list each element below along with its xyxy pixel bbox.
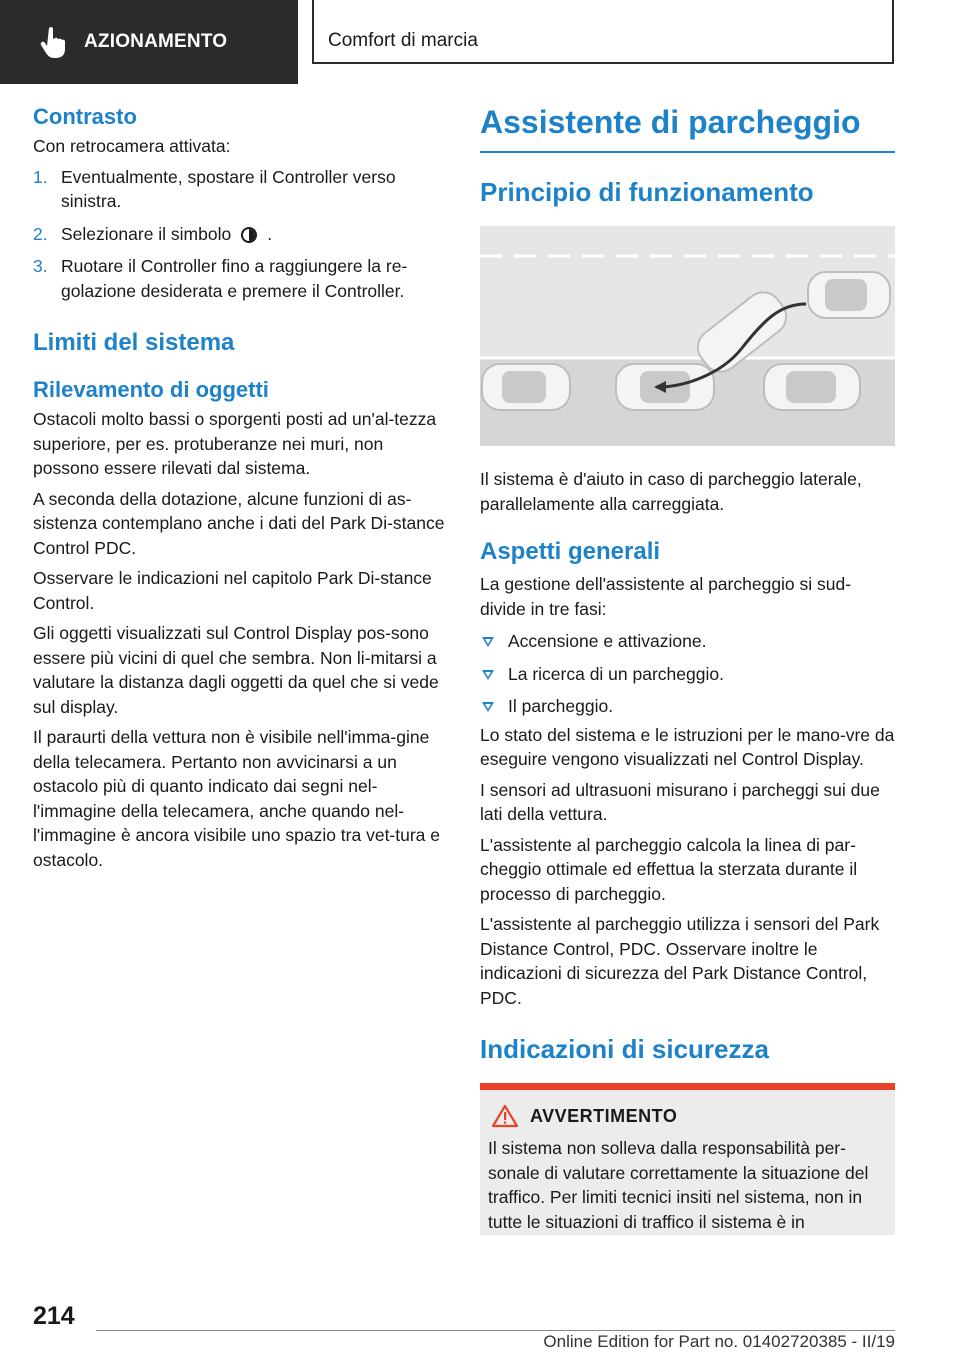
paragraph: A seconda della dotazione, alcune funzioni di as-sistenza contemplano anche i dati del Park Di-stance Control PDC. bbox=[33, 488, 445, 558]
list-bullet-triangle-icon bbox=[482, 670, 494, 680]
right-column bbox=[480, 104, 895, 1235]
contrast-symbol-icon bbox=[241, 227, 257, 243]
step-text: Ruotare il Controller fino a raggiungere la re-golazione desiderata e premere il Controller. bbox=[61, 256, 408, 301]
paragraph: Il paraurti della vettura non è visibile nell'imma-gine della telecamera. Pertanto non avvicinarsi a un ostacolo più di quanto indicato dai segni nel-l'immagine della telecamera, anche quando nel-l'immagine è ancora visibile uno spazio tra vet-tura e ostacolo. bbox=[33, 727, 441, 870]
contrast-intro: Con retrocamera attivata: bbox=[33, 136, 231, 156]
phase-list bbox=[480, 629, 895, 719]
section-tab-label: AZIONAMENTO bbox=[84, 31, 228, 52]
paragraph: Osservare le indicazioni nel capitolo Park Di-stance Control. bbox=[33, 568, 432, 613]
warning-box bbox=[480, 1083, 895, 1235]
detection-heading: Rilevamento di oggetti bbox=[33, 377, 269, 402]
phase-text: Accensione e attivazione. bbox=[508, 631, 707, 651]
general-intro: La gestione dell'assistente al parcheggio si sud-divide in tre fasi: bbox=[480, 574, 852, 619]
warning-text: Il sistema non solleva dalla responsabilità per-sonale di valutare correttamente la situazione del traffico. Per limiti tecnici insiti nel sistema, non in tutte le situazioni di traffico il sistema è in bbox=[488, 1138, 869, 1232]
list-item bbox=[480, 662, 895, 687]
warning-triangle-icon bbox=[492, 1104, 518, 1128]
contrast-steps bbox=[33, 165, 445, 304]
breadcrumb bbox=[312, 0, 894, 64]
step-number: 1. bbox=[33, 166, 48, 187]
list-item bbox=[33, 222, 445, 247]
list-bullet-triangle-icon bbox=[482, 637, 494, 647]
limits-heading: Limiti del sistema bbox=[33, 329, 235, 356]
breadcrumb-label: Comfort di marcia bbox=[328, 30, 478, 51]
page-number: 214 bbox=[33, 1302, 75, 1330]
warning-title: AVVERTIMENTO bbox=[530, 1105, 678, 1126]
list-item bbox=[480, 694, 895, 719]
paragraph: Ostacoli molto bassi o sporgenti posti ad un'al-tezza superiore, per es. protuberanze nei muri, non possono essere rilevati dal sistema. bbox=[33, 409, 437, 478]
principle-text: Il sistema è d'aiuto in caso di parcheggio laterale, parallelamente alla carreggiata. bbox=[480, 469, 862, 514]
list-item bbox=[33, 254, 445, 303]
safety-heading: Indicazioni di sicurezza bbox=[480, 1034, 769, 1064]
list-item bbox=[33, 165, 445, 214]
section-tab[interactable] bbox=[0, 0, 298, 84]
hand-pointer-icon bbox=[40, 26, 68, 58]
general-heading: Aspetti generali bbox=[480, 538, 661, 565]
step-text: Eventualmente, spostare il Controller verso sinistra. bbox=[61, 166, 396, 211]
footer-edition: Online Edition for Part no. 01402720385 - II/19 bbox=[543, 1332, 895, 1351]
step-text: Selezionare il simbolo bbox=[61, 223, 232, 244]
step-text-end: . bbox=[267, 223, 273, 244]
step-number: 3. bbox=[33, 256, 48, 276]
title-rule bbox=[480, 151, 895, 153]
paragraph: Lo stato del sistema e le istruzioni per le mano-vre da eseguire vengono visualizzati nel Control Display. bbox=[480, 724, 895, 769]
list-bullet-triangle-icon bbox=[482, 702, 494, 712]
paragraph: L'assistente al parcheggio utilizza i sensori del Park Distance Control, PDC. Osservare inoltre le indicazioni di sicurezza del Park Distance Control, PDC. bbox=[480, 914, 880, 1008]
principle-heading: Principio di funzionamento bbox=[480, 177, 814, 207]
paragraph: L'assistente al parcheggio calcola la linea di par-cheggio ottimale ed effettua la sterzata durante il processo di parcheggio. bbox=[480, 834, 858, 904]
paragraph: Gli oggetti visualizzati sul Control Display pos-sono essere più vicini di quel che sembra. Non li-mitarsi a valutare la distanza dagli oggetti da quel che si vede sul display. bbox=[33, 623, 439, 717]
paragraph: I sensori ad ultrasuoni misurano i parcheggi sui due lati della vettura. bbox=[480, 779, 880, 824]
contrast-heading: Contrasto bbox=[33, 104, 137, 129]
footer-divider bbox=[96, 1330, 895, 1331]
page-title: Assistente di parcheggio bbox=[480, 104, 861, 140]
step-number: 2. bbox=[33, 223, 48, 244]
warning-header bbox=[492, 1104, 887, 1128]
parking-illustration bbox=[480, 226, 895, 446]
phase-text: La ricerca di un parcheggio. bbox=[508, 663, 724, 684]
list-item bbox=[480, 629, 895, 654]
left-column bbox=[33, 104, 445, 872]
phase-text: Il parcheggio. bbox=[508, 696, 614, 716]
